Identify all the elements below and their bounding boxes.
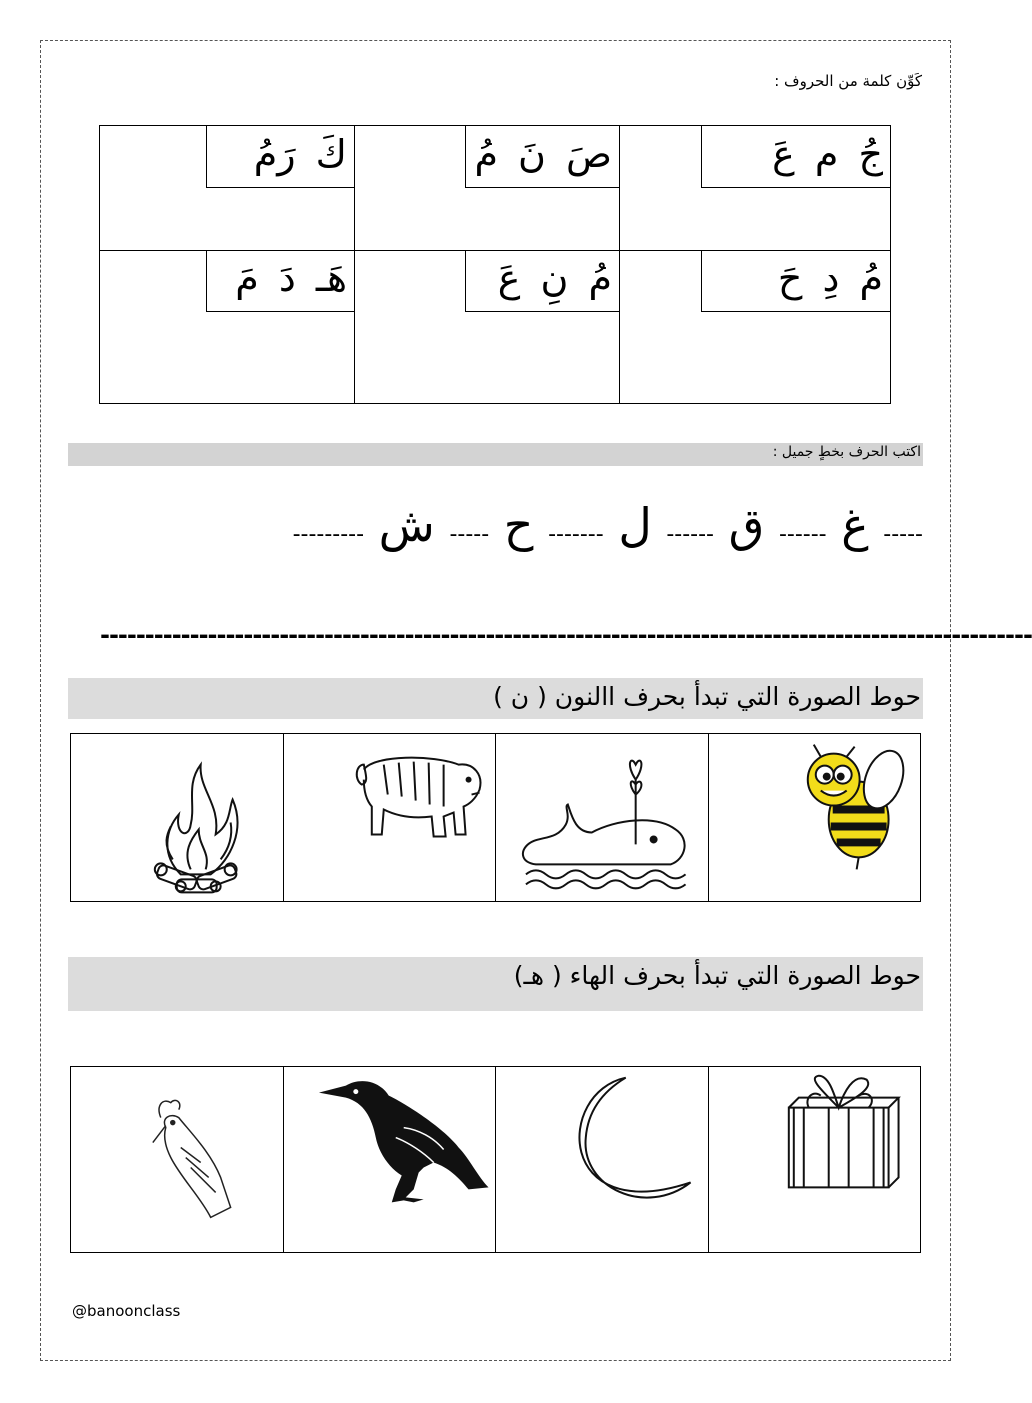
word-letters: جُ م عَ [772, 132, 883, 176]
dash-line: ----- [883, 522, 923, 547]
section1-title: كَوِّن كلمة من الحروف : [774, 72, 922, 90]
section4-title: حوط الصورة التي تبدأ بحرف الهاء ( هـ) [513, 961, 921, 990]
bee-icon[interactable] [709, 734, 921, 901]
letters-box-3 [206, 126, 355, 188]
word-letters: مُ دِ حَ [777, 256, 883, 300]
word-letters: هَـ دَ مَ [235, 256, 347, 300]
dash-line: ------- [548, 522, 604, 547]
picture-row-noon [70, 733, 921, 902]
dash-line: ----- [449, 522, 490, 547]
letters-box-5 [465, 250, 620, 312]
crescent-moon-icon[interactable] [496, 1067, 709, 1252]
letter: ح [503, 498, 534, 552]
dash-line: ------ [666, 522, 714, 547]
hoopoe-icon[interactable] [71, 1067, 284, 1252]
dash-line: --------- [292, 522, 365, 547]
picture-row-haa [70, 1066, 921, 1253]
section2-header [68, 443, 923, 466]
footer-handle: @banoonclass [72, 1302, 181, 1320]
word-letters: مُ نِ عَ [497, 256, 612, 300]
word-letters: صَ نَ مُ [474, 132, 612, 176]
section4-header [68, 957, 923, 1011]
gift-box-icon[interactable] [709, 1067, 921, 1252]
letter: ق [728, 498, 765, 552]
letter: ل [618, 498, 652, 552]
letters-box-6 [206, 250, 355, 312]
section3-title: حوط الصورة التي تبدأ بحرف االنون ( ن ) [493, 682, 921, 711]
section3-header [68, 678, 923, 719]
whale-icon[interactable] [496, 734, 709, 901]
letters-box-1 [701, 126, 891, 188]
writing-practice-line: -------------------------------------------------------------------------------------------------------- [100, 621, 1032, 649]
tiger-icon[interactable] [284, 734, 497, 901]
letter: غ [841, 498, 869, 552]
fire-icon[interactable] [71, 734, 284, 901]
letter: ش [378, 498, 435, 552]
handwriting-letters-row [120, 480, 923, 570]
word-building-grid [99, 125, 891, 404]
word-letters: كَ رَمُ [253, 132, 347, 176]
letters-box-4 [701, 250, 891, 312]
dash-line: ------ [778, 522, 827, 547]
section2-title: اكتب الحرف بخطٍ جميل : [772, 444, 921, 460]
crow-icon[interactable] [284, 1067, 497, 1252]
letters-box-2 [465, 126, 620, 188]
